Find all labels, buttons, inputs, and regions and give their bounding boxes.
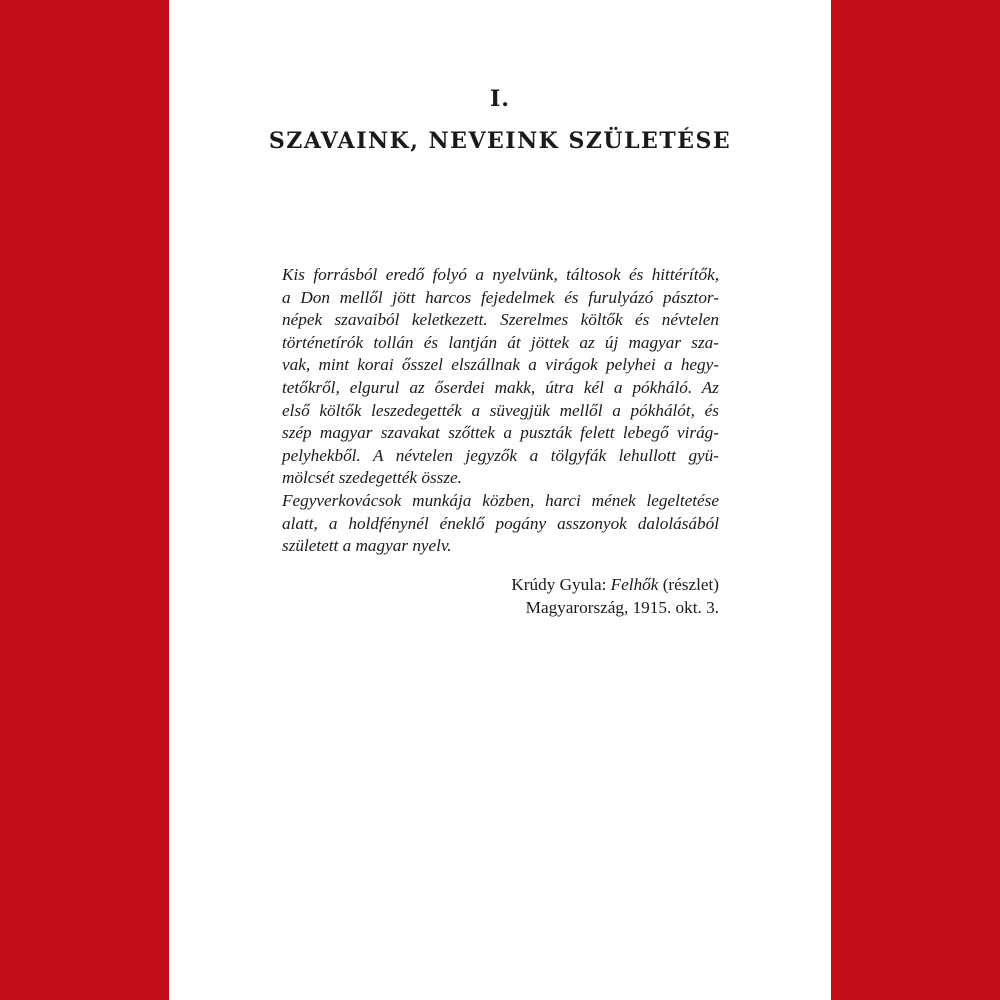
chapter-title: SZAVAINK, NEVEINK SZÜLETÉSE: [268, 128, 732, 154]
attribution-note: (részlet): [658, 575, 719, 594]
quote-line: született a magyar nyelv.: [282, 536, 452, 556]
quote-line: tetőkről, elgurul az őserdei makk, útra kél a pókháló. Az: [282, 377, 719, 397]
quote-line: Fegyverkovácsok munkája közben, harci mének legeltetése: [282, 490, 719, 510]
quote-line: a Don mellől jött harcos fejedelmek és furulyázó pásztor-: [282, 287, 719, 307]
quote-line: népek szavaiból keletkezett. Szerelmes költők és névtelen: [282, 310, 719, 330]
quote-line: szép magyar szavakat szőttek a puszták felett lebegő virág-: [282, 423, 719, 443]
quote-line: történetírók tollán és lantján át jöttek az új magyar sza-: [282, 332, 719, 352]
quote-line: alatt, a holdfénynél éneklő pogány asszonyok dalolásából: [282, 513, 719, 533]
attribution-author-line: [282, 573, 719, 596]
attribution: [282, 573, 719, 619]
quote-line: első költők leszedegették a süvegjük mellől a pókhálót, és: [282, 400, 719, 420]
attribution-work: Felhők: [610, 575, 659, 594]
epigraph-quote: [282, 264, 719, 558]
quote-line: Kis forrásból eredő folyó a nyelvünk, táltosok és hittérítők,: [282, 265, 719, 284]
quote-line: mölcsét szedegették össze.: [282, 468, 462, 488]
quote-line: vak, mint korai ősszel elszállnak a virágok pelyhei a hegy-: [282, 355, 719, 375]
quote-line: pelyhekből. A névtelen jegyzők a tölgyfák lehullott gyü-: [282, 445, 719, 465]
book-page: [169, 0, 831, 1000]
chapter-number: I.: [490, 86, 510, 112]
attribution-author: Krúdy Gyula:: [511, 575, 611, 594]
attribution-source: Magyarország, 1915. okt. 3.: [525, 598, 719, 617]
